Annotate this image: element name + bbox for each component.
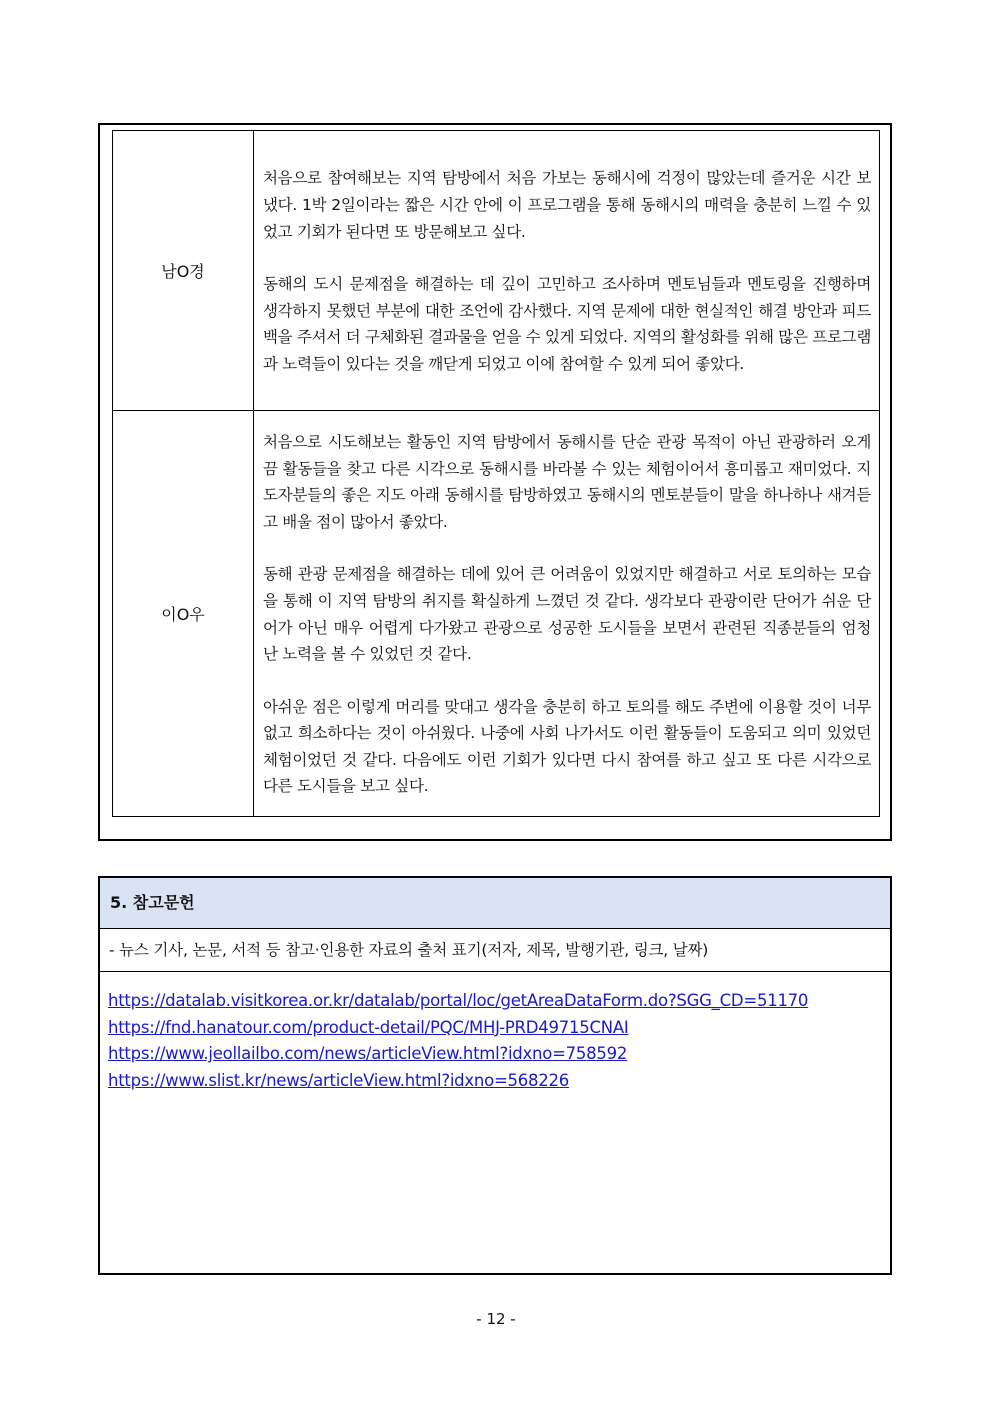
review-row xyxy=(113,131,880,411)
review-row xyxy=(113,411,880,817)
reference-link[interactable]: https://www.slist.kr/news/articleView.html?idxno=568226 xyxy=(108,1070,570,1090)
page-number: - 12 - xyxy=(476,1310,516,1328)
reference-link[interactable]: https://fnd.hanatour.com/product-detail/PQC/MHJ-PRD49715CNAI xyxy=(108,1017,629,1037)
review-body xyxy=(254,131,880,411)
reviews-table xyxy=(112,130,880,817)
review-paragraph: 동해 관광 문제점을 해결하는 데에 있어 큰 어려움이 있었지만 해결하고 서로 토의하는 모습을 통해 이 지역 탐방의 취지를 확실하게 느꼈던 것 같다. 생각보다 관광이란 단어가 쉬운 단어가 아닌 매우 어렵게 다가왔고 관광으로 성공한 도시들을 보면서 관련된 직종분들의 엄청난 노력을 볼 수 있었던 것 같다. xyxy=(263,565,871,664)
references-title: 5. 참고문헌 xyxy=(100,878,890,929)
review-paragraph: 처음으로 참여해보는 지역 탐방에서 처음 가보는 동해시에 걱정이 많았는데 즐거운 시간 보냈다. 1박 2일이라는 짧은 시간 안에 이 프로그램을 통해 동해시의 매력을 충분히 느낄 수 있었고 기회가 된다면 또 방문해보고 싶다. xyxy=(263,169,871,241)
reference-link[interactable]: https://www.jeollailbo.com/news/articleView.html?idxno=758592 xyxy=(108,1044,628,1064)
reference-link[interactable]: https://datalab.visitkorea.or.kr/datalab/portal/loc/getAreaDataForm.do?SGG_CD=51170 xyxy=(108,991,809,1010)
review-paragraph: 동해의 도시 문제점을 해결하는 데 깊이 고민하고 조사하며 멘토님들과 멘토링을 진행하며 생각하지 못했던 부분에 대한 조언에 감사했다. 지역 문제에 대한 현실적인 해결 방안과 피드백을 주셔서 더 구체화된 결과물을 얻을 수 있게 되었다. 지역의 활성화를 위해 많은 프로그램과 노력들이 있다는 것을 깨닫게 되었고 이에 참여할 수 있게 되어 좋았다. xyxy=(263,275,871,373)
review-body xyxy=(254,411,880,817)
reviewer-name: 남O경 xyxy=(113,131,254,411)
review-paragraph: 아쉬운 점은 이렇게 머리를 맞대고 생각을 충분히 하고 토의를 해도 주변에 이용할 것이 너무 없고 희소하다는 것이 아쉬웠다. 나중에 사회 나가서도 이런 활동들이 도움되고 의미 있었던 체험이었던 것 같다. 다음에도 이런 기회가 있다면 다시 참여를 하고 싶고 또 다른 시각으로 다른 도시들을 보고 싶다. xyxy=(263,697,871,796)
review-paragraph: 처음으로 시도해보는 활동인 지역 탐방에서 동해시를 단순 관광 목적이 아닌 관광하러 오게끔 활동들을 찾고 다른 시각으로 동해시를 바라볼 수 있는 체험이어서 흥미롭고 재미었다. 지도자분들의 좋은 지도 아래 동해시를 탐방하였고 동해시의 멘토분들이 말을 하나하나 새겨듣고 배울 점이 많아서 좋았다. xyxy=(263,432,871,531)
reviewer-name: 이O우 xyxy=(113,411,254,817)
references-instruction: - 뉴스 기사, 논문, 서적 등 참고·인용한 자료의 출처 표기(저자, 제목, 발행기관, 링크, 날짜) xyxy=(100,929,890,972)
references-link-list xyxy=(100,972,890,1094)
references-section xyxy=(98,876,892,1275)
